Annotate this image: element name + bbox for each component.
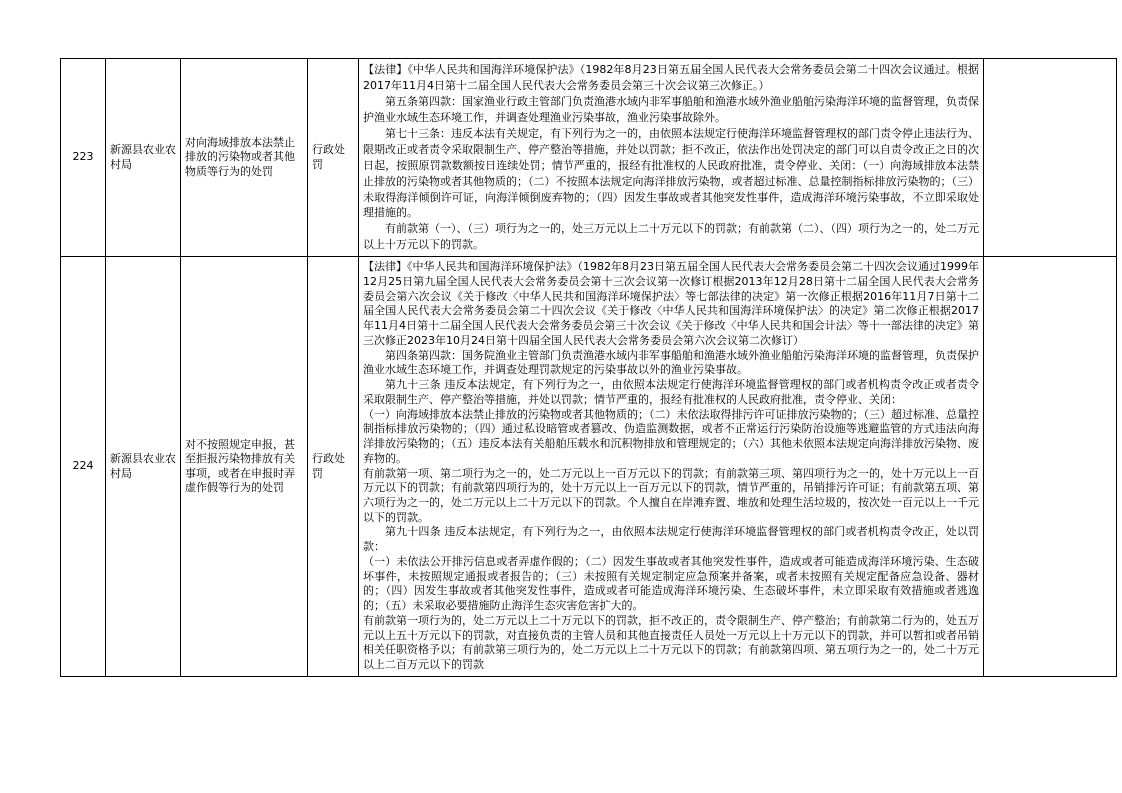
legal-paragraph: 第五条第四款：国家渔业行政主管部门负责渔港水域内非军事船舶和渔港水域外渔业船舶污染海洋环境的监督管理，负责保护渔业水域生态环境工作，并调查处理渔业污染事故，渔业污染事故除外。: [363, 94, 979, 124]
row-department: 新源县农业农村局: [106, 59, 181, 257]
row-legal-basis: [359, 257, 984, 677]
legal-paragraph: 【法律】《中华人民共和国海洋环境保护法》（1982年8月23日第五届全国人民代表大会常务委员会第二十四次会议通过。根据2017年11月4日第十二届全国人民代表大会常务委员会第三十次会议第三次修正。）: [363, 63, 979, 92]
row-number: 223: [61, 59, 106, 257]
row-remark: [984, 59, 1117, 257]
row-penalty-type: 行政处罚: [308, 257, 359, 677]
legal-paragraph: 第九十四条 违反本法规定，有下列行为之一，由依照本法规定行使海洋环境监督管理权的部门或者机构责令改正，处以罚款：: [363, 525, 979, 554]
row-remark: [984, 257, 1117, 677]
legal-paragraph: 有前款第一项行为的，处二万元以上二十万元以下的罚款，拒不改正的，责令限制生产、停产整治；有前款第二行为的，处五万元以上五十万元以下的罚款，对直接负责的主管人员和其他直接责任人员处一万元以上十万元以下的罚款，并可以暂扣或者吊销相关任职资格予以；有前款第三项行为的，处二万元以上二十万元以下的罚款；有前款第四项、第五项行为之一的，处二十万元以上二百万元以下的罚款: [363, 613, 979, 672]
row-number: 224: [61, 257, 106, 677]
legal-paragraph: 第九十三条 违反本法规定，有下列行为之一，由依照本法规定行使海洋环境监督管理权的部门或者机构责令改正或者责令采取限制生产、停产整治等措施，并处以罚款；情节严重的，报经有批准权的人民政府批准，责令停业、关闭：: [363, 378, 979, 406]
table-row: [61, 257, 1117, 677]
legal-paragraph: 有前款第一项、第二项行为之一的，处二万元以上一百万元以下的罚款；有前款第三项、第四项行为之一的，处十万元以上一百万元以下的罚款；有前款第四项行为的，处十万元以上一百万元以下的罚款，情节严重的，吊销排污许可证；有前款第五项、第六项行为之一的，处二万元以上二十万元以下的罚款。个人擅自在岸滩弃置、堆放和处理生活垃圾的，按次处一百元以上一千元以下的罚款。: [363, 466, 979, 524]
legal-paragraph: （一）向海域排放本法禁止排放的污染物或者其他物质的；（二）未依法取得排污许可证排放污染物的；（三）超过标准、总量控制指标排放污染物的；（四）通过私设暗管或者篡改、伪造监测数据，或者不正常运行污染防治设施等逃避监管的方式违法向海洋排放污染物的；（五）违反本法有关船舶压载水和沉积物排放和管理规定的；（六）其他未依照本法规定向海洋排放污染物、废弃物的。: [363, 407, 979, 465]
legal-paragraph: 第四条第四款：国务院渔业主管部门负责渔港水域内非军事船舶和渔港水域外渔业船舶污染海洋环境的监督管理，负责保护渔业水域生态环境工作，并调查处理罚款规定的污染事故以外的渔业污染事故。: [363, 348, 979, 377]
legal-paragraph: 有前款第（一）、（三）项行为之一的，处三万元以上二十万元以下的罚款；有前款第（二）、（四）项行为之一的，处二万元以上十万元以下的罚款。: [363, 222, 979, 252]
legal-paragraph: 第七十三条：违反本法有关规定，有下列行为之一的，由依照本法规定行使海洋环境监督管理权的部门责令停止违法行为、限期改正或者责令采取限制生产、停产整治等措施，并处以罚款；拒不改正，依法作出处罚决定的部门可以自责令改正之日的次日起，按照原罚款数额按日连续处罚；情节严重的，报经有批准权的人民政府批准，责令停业、关闭：（一）向海域排放本法禁止排放的污染物或者其他物质的；（二）不按照本法规定向海洋排放污染物，或者超过标准、总量控制指标排放污染物的；（三）未取得海洋倾倒许可证，向海洋倾倒废弃物的；（四）因发生事故或者其他突发性事件，造成海洋环境污染事故，不立即采取处理措施的。: [363, 126, 979, 220]
row-item-name: 对不按照规定申报，甚至拒报污染物排放有关事项，或者在申报时弄虚作假等行为的处罚: [181, 257, 308, 677]
legal-paragraph: 【法律】《中华人民共和国海洋环境保护法》（1982年8月23日第五届全国人民代表大会常务委员会第二十四次会议通过1999年12月25日第九届全国人民代表大会常务委员会第十三次会议第一次修订根据2013年12月28日第十二届全国人民代表大会常务委员会第六次会议《关于修改〈中华人民共和国海洋环境保护法〉等七部法律的决定》第一次修正根据2016年11月7日第十二届全国人民代表大会常务委员会第二十四次会议《关于修改〈中华人民共和国海洋环境保护法〉的决定》第二次修正根据2017年11月4日第十二届全国人民代表大会常务委员会第三十次会议《关于修改〈中华人民共和国会计法〉等十一部法律的决定》第三次修正2023年10月24日第十四届全国人民代表大会常务委员会第六次会议第二次修订）: [363, 260, 979, 347]
row-legal-basis: [359, 59, 984, 257]
penalty-table: [60, 58, 1117, 677]
row-item-name: 对向海域排放本法禁止排放的污染物或者其他物质等行为的处罚: [181, 59, 308, 257]
row-department: 新源县农业农村局: [106, 257, 181, 677]
table-row: [61, 59, 1117, 257]
row-penalty-type: 行政处罚: [308, 59, 359, 257]
legal-paragraph: （一）未依法公开排污信息或者弄虚作假的；（二）因发生事故或者其他突发性事件，造成或者可能造成海洋环境污染、生态破坏事件，未按照规定通报或者报告的；（三）未按照有关规定制定应急预案并备案，或者未按照有关规定配备应急设备、器材的；（四）因发生事故或者其他突发性事件，造成或者可能造成海洋环境污染、生态破坏事件，未立即采取有效措施或者逃逸的；（五）未采取必要措施防止海洋生态灾害危害扩大的。: [363, 554, 979, 613]
